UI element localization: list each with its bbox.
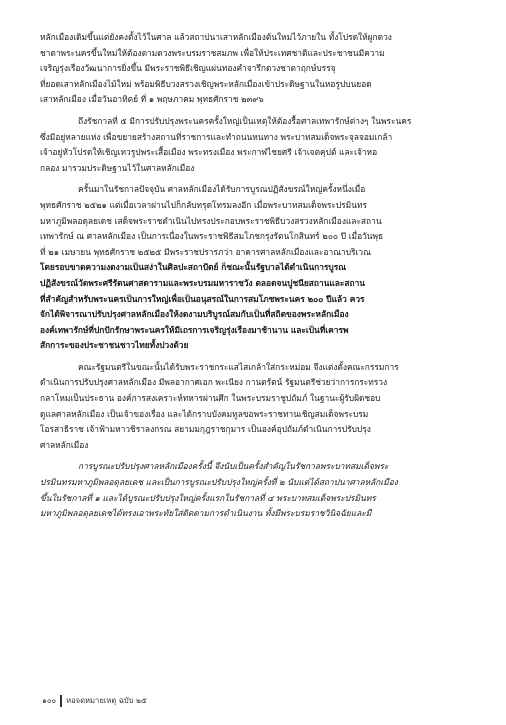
page-number: ๑๐๐ [42, 696, 57, 705]
paragraph-4 [40, 360, 468, 454]
bold-text-line: องค์เทพารักษ์ที่ปกปักรักษาพระนครให้มีเถรการเจริญรุ่งเรืองมาช้านาน และเป็นที่เคารพ [40, 324, 349, 335]
paragraph-5 [40, 459, 468, 521]
text-line: โอรสาธิราช เจ้าฟ้ามหาวชิราลงกรณ สยามมกุฎราชกุมาร เป็นองค์อุปถัมภ์ดำเนินการปรับปรุง [40, 424, 371, 435]
italic-text-line: ปรมินทรมหาภูมิพลอดุลยเดช และเป็นการบูรณะปรับปรุงใหญ่ครั้งที่ ๒ นับแต่ได้สถาปนาศาลหลักเมือง [40, 477, 398, 488]
text-line: กลอง มารวมประดิษฐานไว้ในศาลหลักเมือง [40, 162, 195, 173]
text-line: ซึ่งมีอยู่หลายแห่ง เพื่อขยายสร้างสถานที่ราชการและทำถนนหนทาง พระบาทสมเด็จพระจุลจอมเกล้า [40, 131, 393, 142]
text-line: ดำเนินการปรับปรุงศาลหลักเมือง มีพลอากาศเอก พะเนียง กานตรัตน์ รัฐมนตรีช่วยว่าการกระทรวง [40, 377, 388, 388]
bold-text-line: ที่สำคัญสำหรับพระนครเป็นการใหญ่เพื่อเป็นอนุสรณ์ในการสมโภชพระนคร ๒๐๐ ปีแล้ว ควร [40, 293, 365, 304]
italic-text-line: มหาภูมิพลอดุลยเดชได้ทรงเอาพระทัยใส่ติดตามการดำเนินงาน ทั้งมีพระบรมราชวินิจฉัยและมี [40, 508, 372, 519]
text-line: ถึงรัชกาลที่ ๕ มีการปรับปรุงพระนครครั้งใหญ่เป็นเหตุให้ต้องรื้อศาลเทพารักษ์ต่างๆ ในพระนคร [78, 115, 412, 126]
page-footer [42, 695, 147, 707]
text-line: ศาลหลักเมือง [40, 439, 89, 450]
text-line: ชาตาพระนครขึ้นใหม่ให้ต้องตามดวงพระบรมราชสมภพ เพื่อให้ประเทศชาติและประชาชนมีความ [40, 47, 385, 58]
paragraph-3 [40, 182, 468, 354]
text-line: มหาภูมิพลอดุลยเดช เสด็จพระราชดำเนินไปทรงประกอบพระราชพิธีบวงสรวงหลักเมืองและสถาน [40, 215, 382, 226]
italic-text-line: การบูรณะปรับปรุงศาลหลักเมืองครั้งนี้ จึงนับเป็นครั้งสำคัญในรัชกาลพระบาทสมเด็จพระ [78, 461, 389, 472]
text-line: ที่ ๒๑ เมษายน พุทธศักราช ๒๕๒๕ มีพระราชปรารภว่า อาคารศาลหลักเมืองและอาณาบริเวณ [40, 246, 371, 257]
text-line: ครั้นมาในรัชกาลปัจจุบัน ศาลหลักเมืองได้รับการบูรณปฏิสังขรณ์ใหญ่ครั้งหนึ่งเมื่อ [78, 184, 366, 195]
paragraph-2 [40, 114, 468, 176]
text-line: คณะรัฐมนตรีในขณะนั้นได้รับพระราชกระแสไสเกล้าใส่กระหม่อม จึงแต่งตั้งคณะกรรมการ [78, 361, 399, 372]
text-line: หลักเมืองเดิมขึ้นแต่ยังคงตั้งไว้ในศาล แล้วสถาปนาเสาหลักเมืองต้นใหม่ไว้ภายใน ทั้งโปรดให้ผูกดวง [40, 32, 392, 42]
italic-text-line: ขึ้นในรัชกาลที่ ๑ และได้บูรณะปรับปรุงใหญ่ครั้งแรกในรัชกาลที่ ๔ พระบาทสมเด็จพระปรมินทร [40, 492, 376, 503]
text-line: เจ้าอยู่หัวโปรดให้เชิญเทวรูปพระเสื้อเมือง พระทรงเมือง พระกาฬไชยศรี เจ้าเจตคุปต์ และเจ้าหอ [40, 147, 378, 158]
publication-title: หอจดหมายเหตุ ฉบับ ๒๕ [66, 696, 147, 705]
footer-divider [60, 695, 62, 707]
text-line: เจริญรุ่งเรืองวัฒนาการยิ่งขึ้น มีพระราชพิธีเชิญแผ่นทองคำจารึกดวงชาตาฤกษ์บรรจุ [40, 63, 336, 74]
text-line: ดูแลศาลหลักเมือง เป็นเจ้าของเรื่อง และได้กราบบังคมทูลขอพระราชทานเชิญสมเด็จพระบรม [40, 408, 369, 419]
text-line: ที่ยอดเสาหลักเมืองไม้ใหม่ พร้อมพิธีบวงสรวงเชิญพระหลักเมืองเข้าประดิษฐานในหอรูปบนยอด [40, 78, 372, 89]
text-line: เสาหลักเมือง เมื่อวันอาทิตย์ ที่ ๑ พฤษภาคม พุทธศักราช ๒๓๙๖ [40, 94, 264, 105]
bold-text-line: จักได้พิจารณาปรับปรุงศาลหลักเมืองให้งดงามบริบูรณ์สมกับเป็นที่สถิตของพระหลักเมือง [40, 309, 349, 320]
text-line: กลาโหมเป็นประธาน องค์การสงเคราะห์ทหารผ่านศึก ในพระบรมราชูปถัมภ์ ในฐานะผู้รับผิดชอบ [40, 393, 381, 404]
bold-text-line: ปฏิสังขรณ์วัดพระศรีรัตนศาสดารามและพระบรมมหาราชวัง ตลอดจนปูชนียสถานและสถาน [40, 277, 366, 288]
bold-text-line: โดยรอบขาดความงดงามเป็นสง่าในศิลปะสถาปัตย์ ก็ชณะนั้นรัฐบาลได้ดำเนินการบูรณ [40, 262, 346, 273]
text-line: พุทธศักราช ๒๕๒๑ แต่เมื่อเวลาผ่านไปก็กลับทรุดโทรมลงอีก เมื่อพระบาทสมเด็จพระปรมินทร [40, 199, 367, 210]
paragraph-1 [40, 30, 468, 108]
text-line: เทพารักษ์ ณ ศาลหลักเมือง เป็นการเนื่องในพระราชพิธีสมโภชกรุงรัตนโกสินทร์ ๒๐๐ ปี เมื่อวันพุธ [40, 231, 384, 242]
bold-text-line: สักการะของประชาชนชาวไทยทั้งปวงด้วย [40, 340, 189, 351]
